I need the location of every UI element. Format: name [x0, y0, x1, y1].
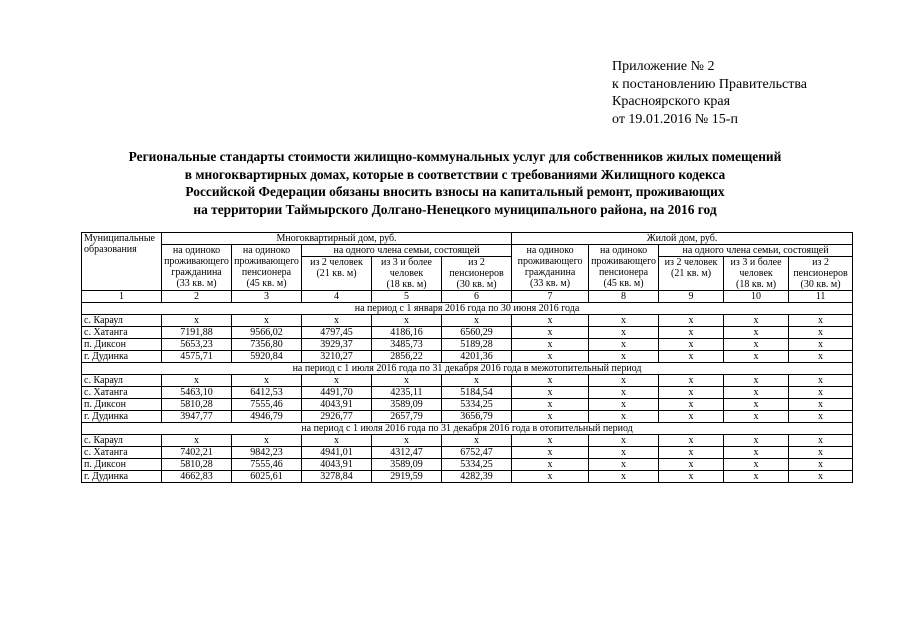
value-cell: x	[512, 459, 589, 471]
value-cell: x	[589, 435, 659, 447]
value-cell: 5810,28	[162, 459, 232, 471]
value-cell: 3929,37	[302, 339, 372, 351]
appendix-line: к постановлению Правительства	[612, 76, 808, 92]
municipality-cell: г. Дудинка	[82, 411, 162, 423]
value-cell: x	[232, 315, 302, 327]
value-cell: 4043,91	[302, 459, 372, 471]
value-cell: x	[512, 375, 589, 387]
value-cell: 5463,10	[162, 387, 232, 399]
column-number: 9	[659, 291, 724, 303]
table-row	[82, 411, 853, 423]
municipality-cell: п. Диксон	[82, 339, 162, 351]
value-cell: x	[442, 315, 512, 327]
value-cell: 6752,47	[442, 447, 512, 459]
value-cell: 5653,23	[162, 339, 232, 351]
value-cell: 7191,88	[162, 327, 232, 339]
column-number: 2	[162, 291, 232, 303]
header-single-citizen: на одиноко проживающего гражданина (33 кв. м)	[162, 245, 232, 291]
value-cell: 3210,27	[302, 351, 372, 363]
value-cell: 7555,46	[232, 399, 302, 411]
header-municipal: Муниципальные образования	[82, 233, 162, 291]
value-cell: x	[659, 447, 724, 459]
value-cell: x	[302, 315, 372, 327]
value-cell: x	[659, 351, 724, 363]
municipality-cell: с. Хатанга	[82, 327, 162, 339]
value-cell: x	[659, 327, 724, 339]
value-cell: x	[512, 339, 589, 351]
value-cell: 3589,09	[372, 459, 442, 471]
value-cell: 4491,70	[302, 387, 372, 399]
value-cell: x	[162, 375, 232, 387]
value-cell: x	[372, 375, 442, 387]
header-single-pensioner: на одиноко проживающего пенсионера (45 кв. м)	[232, 245, 302, 291]
value-cell: x	[659, 399, 724, 411]
value-cell: 4282,39	[442, 471, 512, 483]
value-cell: x	[589, 447, 659, 459]
table-row	[82, 459, 853, 471]
header-house: Жилой дом, руб.	[512, 233, 853, 245]
value-cell: x	[512, 315, 589, 327]
value-cell: 4235,11	[372, 387, 442, 399]
header-pensioners: из 2 пенсионеров (30 кв. м)	[442, 257, 512, 291]
value-cell: 7555,46	[232, 459, 302, 471]
header-apartment: Многоквартирный дом, руб.	[162, 233, 512, 245]
value-cell: 5334,25	[442, 459, 512, 471]
header-single-citizen: на одиноко проживающего гражданина (33 кв. м)	[512, 245, 589, 291]
column-number: 7	[512, 291, 589, 303]
value-cell: x	[232, 435, 302, 447]
value-cell: x	[232, 375, 302, 387]
value-cell: x	[659, 315, 724, 327]
value-cell: 5810,28	[162, 399, 232, 411]
value-cell: 6560,29	[442, 327, 512, 339]
value-cell: x	[442, 375, 512, 387]
value-cell: 4043,91	[302, 399, 372, 411]
value-cell: x	[724, 375, 789, 387]
value-cell: x	[512, 471, 589, 483]
column-number: 4	[302, 291, 372, 303]
value-cell: 2657,79	[372, 411, 442, 423]
value-cell: x	[589, 411, 659, 423]
value-cell: x	[372, 435, 442, 447]
value-cell: x	[659, 435, 724, 447]
value-cell: x	[724, 315, 789, 327]
appendix-line: Приложение № 2	[612, 59, 715, 74]
column-number: 5	[372, 291, 442, 303]
value-cell: 3947,77	[162, 411, 232, 423]
value-cell: x	[589, 351, 659, 363]
value-cell: 3589,09	[372, 399, 442, 411]
period-label: на период с 1 января 2016 года по 30 июня 2016 года	[82, 303, 853, 315]
value-cell: x	[659, 339, 724, 351]
table-row	[82, 315, 853, 327]
value-cell: 4797,45	[302, 327, 372, 339]
column-number: 10	[724, 291, 789, 303]
value-cell: 5920,84	[232, 351, 302, 363]
value-cell: 6412,53	[232, 387, 302, 399]
value-cell: x	[512, 399, 589, 411]
value-cell: x	[589, 459, 659, 471]
title-line: Российской Федерации обязаны вносить взносы на капитальный ремонт, проживающих	[185, 184, 725, 199]
table-row	[82, 435, 853, 447]
title-line: в многоквартирных домах, которые в соответствии с требованиями Жилищного кодекса	[184, 166, 726, 182]
value-cell: x	[789, 471, 853, 483]
municipality-cell: с. Караул	[82, 315, 162, 327]
table-row	[82, 351, 853, 363]
value-cell: x	[162, 315, 232, 327]
period-label: на период с 1 июля 2016 года по 31 декабря 2016 года в отопительный период	[82, 423, 853, 435]
period-row	[82, 303, 853, 315]
table-row	[82, 387, 853, 399]
value-cell: 7356,80	[232, 339, 302, 351]
value-cell: x	[659, 471, 724, 483]
column-number: 11	[789, 291, 853, 303]
value-cell: 3656,79	[442, 411, 512, 423]
value-cell: x	[724, 351, 789, 363]
value-cell: x	[589, 339, 659, 351]
value-cell: 9842,23	[232, 447, 302, 459]
value-cell: x	[589, 399, 659, 411]
value-cell: x	[789, 315, 853, 327]
value-cell: 4575,71	[162, 351, 232, 363]
value-cell: 7402,21	[162, 447, 232, 459]
municipality-cell: г. Дудинка	[82, 471, 162, 483]
header-two: из 2 человек (21 кв. м)	[659, 257, 724, 291]
header-pensioners: из 2 пенсионеров (30 кв. м)	[789, 257, 853, 291]
header-two: из 2 человек (21 кв. м)	[302, 257, 372, 291]
value-cell: x	[789, 459, 853, 471]
value-cell: x	[302, 435, 372, 447]
value-cell: 4186,16	[372, 327, 442, 339]
value-cell: x	[659, 375, 724, 387]
value-cell: 5184,54	[442, 387, 512, 399]
appendix-line: от 19.01.2016 № 15-п	[612, 111, 738, 127]
value-cell: x	[789, 447, 853, 459]
value-cell: 3485,73	[372, 339, 442, 351]
column-number: 1	[82, 291, 162, 303]
value-cell: 2856,22	[372, 351, 442, 363]
header-per-member: на одного члена семьи, состоящей	[302, 245, 512, 257]
value-cell: x	[789, 339, 853, 351]
header-single-pensioner: на одиноко проживающего пенсионера (45 кв. м)	[589, 245, 659, 291]
value-cell: x	[789, 387, 853, 399]
period-row	[82, 423, 853, 435]
value-cell: x	[724, 435, 789, 447]
period-label: на период с 1 июля 2016 года по 31 декабря 2016 года в межотопительный период	[82, 363, 853, 375]
value-cell: x	[724, 411, 789, 423]
title-line: на территории Таймырского Долгано-Ненецкого муниципального района, на 2016 год	[193, 201, 717, 217]
value-cell: x	[724, 387, 789, 399]
value-cell: x	[589, 315, 659, 327]
value-cell: x	[589, 471, 659, 483]
value-cell: x	[724, 339, 789, 351]
value-cell: 4201,36	[442, 351, 512, 363]
value-cell: x	[789, 327, 853, 339]
appendix-block	[612, 58, 807, 128]
title-line: Региональные стандарты стоимости жилищно-коммунальных услуг для собственников жилых помещений	[128, 149, 782, 164]
value-cell: 3278,84	[302, 471, 372, 483]
municipality-cell: г. Дудинка	[82, 351, 162, 363]
value-cell: 5189,28	[442, 339, 512, 351]
appendix-line: Красноярского края	[612, 94, 731, 109]
value-cell: x	[589, 387, 659, 399]
value-cell: x	[589, 375, 659, 387]
table-row	[82, 339, 853, 351]
column-number: 6	[442, 291, 512, 303]
value-cell: x	[789, 375, 853, 387]
table-row	[82, 375, 853, 387]
value-cell: x	[512, 435, 589, 447]
header-three: из 3 и более человек (18 кв. м)	[724, 257, 789, 291]
header-per-member: на одного члена семьи, состоящей	[659, 245, 853, 257]
municipality-cell: п. Диксон	[82, 459, 162, 471]
column-number-row	[82, 291, 853, 303]
municipality-cell: с. Хатанга	[82, 447, 162, 459]
municipality-cell: с. Караул	[82, 435, 162, 447]
value-cell: x	[659, 387, 724, 399]
municipality-cell: с. Караул	[82, 375, 162, 387]
value-cell: x	[512, 411, 589, 423]
value-cell: x	[512, 447, 589, 459]
value-cell: x	[659, 459, 724, 471]
value-cell: x	[789, 435, 853, 447]
table-row	[82, 471, 853, 483]
value-cell: 6025,61	[232, 471, 302, 483]
value-cell: 2919,59	[372, 471, 442, 483]
value-cell: 4946,79	[232, 411, 302, 423]
header-row	[82, 233, 853, 245]
value-cell: x	[789, 399, 853, 411]
value-cell: 5334,25	[442, 399, 512, 411]
value-cell: 4941,01	[302, 447, 372, 459]
value-cell: 2926,77	[302, 411, 372, 423]
value-cell: 9566,02	[232, 327, 302, 339]
value-cell: x	[789, 351, 853, 363]
value-cell: x	[724, 399, 789, 411]
value-cell: x	[724, 471, 789, 483]
table-row	[82, 399, 853, 411]
value-cell: x	[372, 315, 442, 327]
value-cell: x	[442, 435, 512, 447]
value-cell: x	[302, 375, 372, 387]
value-cell: x	[162, 435, 232, 447]
value-cell: x	[512, 387, 589, 399]
value-cell: x	[724, 447, 789, 459]
period-row	[82, 363, 853, 375]
document-title	[60, 148, 850, 218]
value-cell: x	[512, 327, 589, 339]
value-cell: 4662,83	[162, 471, 232, 483]
municipality-cell: п. Диксон	[82, 399, 162, 411]
table-row	[82, 327, 853, 339]
value-cell: x	[512, 351, 589, 363]
value-cell: x	[789, 411, 853, 423]
column-number: 8	[589, 291, 659, 303]
value-cell: x	[659, 411, 724, 423]
table-row	[82, 447, 853, 459]
header-row	[82, 245, 853, 257]
municipality-cell: с. Хатанга	[82, 387, 162, 399]
value-cell: 4312,47	[372, 447, 442, 459]
standards-table	[81, 232, 853, 483]
value-cell: x	[724, 327, 789, 339]
value-cell: x	[724, 459, 789, 471]
value-cell: x	[589, 327, 659, 339]
column-number: 3	[232, 291, 302, 303]
header-three: из 3 и более человек (18 кв. м)	[372, 257, 442, 291]
